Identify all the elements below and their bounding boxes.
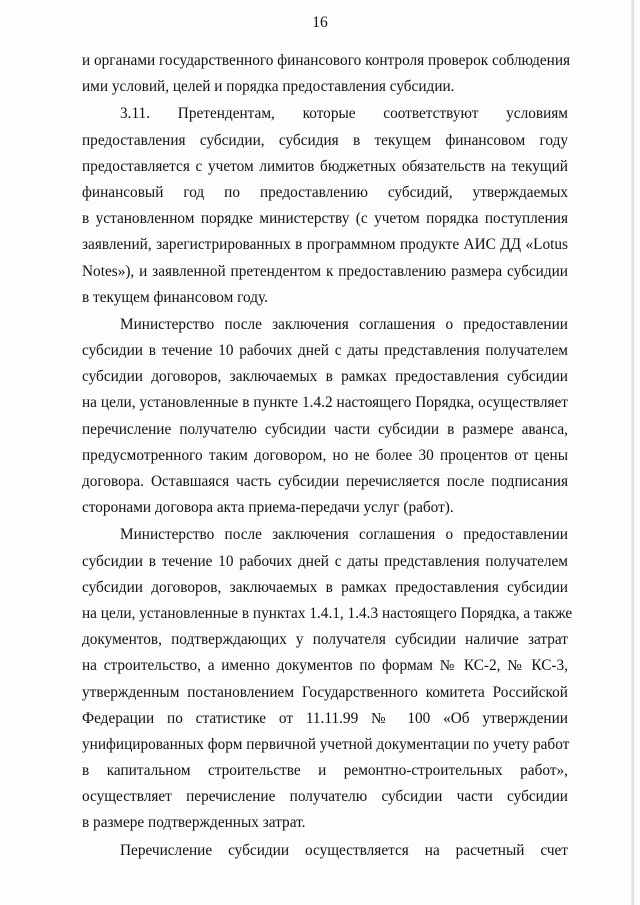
text-line: Министерство после заключения соглашения о предоставлении — [120, 526, 568, 544]
text-line: финансовый год по предоставлению субсидий, утверждаемых — [82, 183, 568, 201]
text-line: в установленном порядке министерству (с учетом порядка поступления — [82, 210, 568, 228]
text-line: перечисление получателю субсидии части субсидии в размере аванса, — [82, 420, 568, 438]
text-line: предоставляется с учетом лимитов бюджетных обязательств на текущий — [82, 157, 568, 175]
paragraph — [82, 101, 568, 311]
text-line: предусмотренного таким договором, но не более 30 процентов от цены — [82, 446, 568, 464]
text-line: субсидии договоров, заключаемых в рамках предоставления субсидии — [82, 368, 568, 386]
text-line: осуществляет перечисление получателю субсидии части субсидии — [82, 788, 568, 806]
paragraph — [82, 48, 571, 100]
paragraph — [82, 312, 568, 522]
text-line: унифицированных форм первичной учетной документации по учету работ — [82, 735, 570, 753]
text-line: на цели, установленные в пункте 1.4.2 настоящего Порядка, осуществляет — [82, 394, 568, 412]
text-line: субсидии договоров, заключаемых в рамках предоставления субсидии — [82, 578, 568, 596]
text-line: Министерство после заключения соглашения о предоставлении — [120, 315, 568, 333]
text-line: заявлений, зарегистрированных в программном продукте АИС ДД «Lotus — [82, 236, 568, 254]
text-line: Федерации по статистике от 11.11.99 № 100 «Об утверждении — [82, 709, 568, 727]
scan-edge-shadow — [631, 0, 634, 905]
text-line: договора. Оставшаяся часть субсидии перечисляется после подписания — [82, 473, 568, 490]
text-line: сторонами договора акта приема-передачи услуг (работ). — [82, 499, 454, 517]
text-line: утвержденным постановлением Государственного комитета Российской — [82, 683, 568, 701]
paragraph — [82, 838, 568, 864]
text-line: ими условий, целей и порядка предоставления субсидии. — [82, 78, 455, 96]
text-line: предоставления субсидии, субсидия в текущем финансовом году — [82, 131, 568, 149]
text-line: в размере подтвержденных затрат. — [82, 814, 306, 832]
text-line: в текущем финансовом году. — [82, 288, 268, 306]
text-line: субсидии в течение 10 рабочих дней с даты представления получателем — [82, 342, 568, 360]
text-line: на строительство, а именно документов по формам № КС-2, № КС-3, — [82, 657, 568, 675]
document-body — [82, 48, 573, 864]
text-line: 3.11. Претендентам, которые соответствуют условиям — [120, 105, 568, 123]
text-line: документов, подтверждающих у получателя субсидии наличие затрат — [82, 631, 568, 649]
text-line: на цели, установленные в пунктах 1.4.1, 1.4.3 настоящего Порядка, а также — [82, 604, 573, 622]
text-line: и органами государственного финансового контроля проверок соблюдения — [82, 52, 571, 69]
text-line: субсидии в течение 10 рабочих дней с даты представления получателем — [82, 552, 568, 570]
page-number: 16 — [312, 14, 328, 31]
text-line: Перечисление субсидии осуществляется на расчетный счет — [120, 841, 568, 859]
paragraph — [82, 522, 573, 836]
text-line: Notes»), и заявленной претендентом к предоставлению размера субсидии — [82, 262, 568, 280]
text-line: в капитальном строительстве и ремонтно-строительных работ», — [82, 762, 568, 780]
